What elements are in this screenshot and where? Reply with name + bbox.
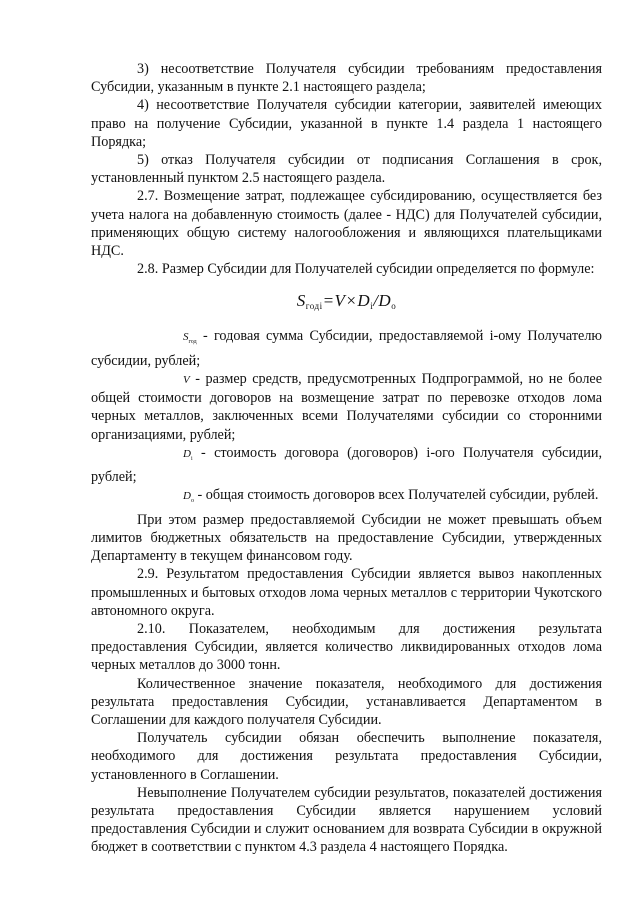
- def-v-symbol: V: [183, 374, 190, 387]
- def-di-paragraph: [91, 444, 602, 487]
- def-d0-text: - общая стоимость договоров всех Получателей субсидии, рублей.: [193, 487, 599, 504]
- def-d0-symbol: $D_o$: [183, 490, 194, 505]
- def-v-paragraph: [91, 370, 602, 444]
- def-di-text: - стоимость договора (договоров) i-ого Получателя субсидии, рублей;: [91, 444, 602, 486]
- clause-2-7-paragraph: 2.7. Возмещение затрат, подлежащее субсидированию, осуществляется без учета налога на добавленную стоимость (далее - НДС) для Получателей субсидии, применяющих общую систему налогообложения и являющихся плательщиками НДС.: [91, 188, 602, 260]
- def-di-symbol: $D_i$: [183, 447, 193, 463]
- item-3-paragraph: 3) несоответствие Получателя субсидии требованиям предоставления Субсидии, указанным в пункте 2.1 настоящего раздела;: [91, 61, 602, 96]
- def-s-paragraph: [91, 327, 602, 370]
- item-4-paragraph: 4) несоответствие Получателя субсидии категории, заявителей имеющих право на получение Субсидии, указанной в пункте 1.4 раздела 1 настоящего Порядка;: [91, 97, 602, 150]
- clause-2-9-paragraph: 2.9. Результатом предоставления Субсидии является вывоз накопленных промышленных и бытовых отходов лома черных металлов с территории Чукотского автономного округа.: [91, 566, 602, 619]
- item-5-paragraph: 5) отказ Получателя субсидии от подписания Соглашения в срок, установленный пунктом 2.5 настоящего раздела.: [91, 152, 602, 187]
- formula-d1-sub: i: [370, 301, 374, 312]
- clause-2-8-paragraph: 2.8. Размер Субсидии для Получателей субсидии определяется по формуле:: [137, 261, 595, 278]
- formula-slash: /D: [373, 291, 392, 311]
- subsidy-formula: [91, 289, 602, 318]
- limit-paragraph: При этом размер предоставляемой Субсидии не может превышать объем лимитов бюджетных обязательств на предоставление Субсидии, утвержденных Департаменту в текущем финансовом году.: [91, 511, 602, 565]
- formula-s-sub: годi: [305, 301, 323, 312]
- clause-2-10-paragraph: 2.10. Показателем, необходимым для достижения результата предоставления Субсидии, является количество ликвидированных отходов лома черных металлов до 3000 тонн.: [91, 621, 602, 674]
- formula-eq: =V×D: [322, 291, 371, 311]
- formula-definitions: [91, 327, 602, 510]
- def-s-symbol: $S_{год}$: [183, 331, 197, 346]
- def-v-text: - размер средств, предусмотренных Подпрограммой, но не более общей стоимости договоров на возмещение затрат по перевозке отходов лома черных металлов, заключенных всеми Получателями субсидии со сторонними организациями, рублей;: [91, 371, 602, 443]
- obligation-paragraph: Получатель субсидии обязан обеспечить выполнение показателя, необходимого для достижения результата предоставления Субсидии, установленного в Соглашении.: [91, 730, 602, 783]
- non-fulfillment-paragraph: Невыполнение Получателем субсидии результатов, показателей достижения результата предоставления Субсидии является нарушением условий предоставления Субсидии и служит основанием для возврата Субсидии в окружной бюджет в соответствии с пунктом 4.3 раздела 4 настоящего Порядка.: [91, 784, 602, 856]
- def-d0-paragraph: [91, 486, 602, 510]
- document-page: [91, 60, 602, 857]
- quantity-paragraph: Количественное значение показателя, необходимого для достижения результата предоставления Субсидии, устанавливается Департаментом в Соглашении для каждого получателя Субсидии.: [91, 675, 602, 729]
- formula-d0-sub: o: [391, 301, 397, 312]
- formula-s: S: [296, 291, 306, 311]
- def-s-text: - годовая сумма Субсидии, предоставляемой i-ому Получателю субсидии, рублей;: [91, 328, 602, 369]
